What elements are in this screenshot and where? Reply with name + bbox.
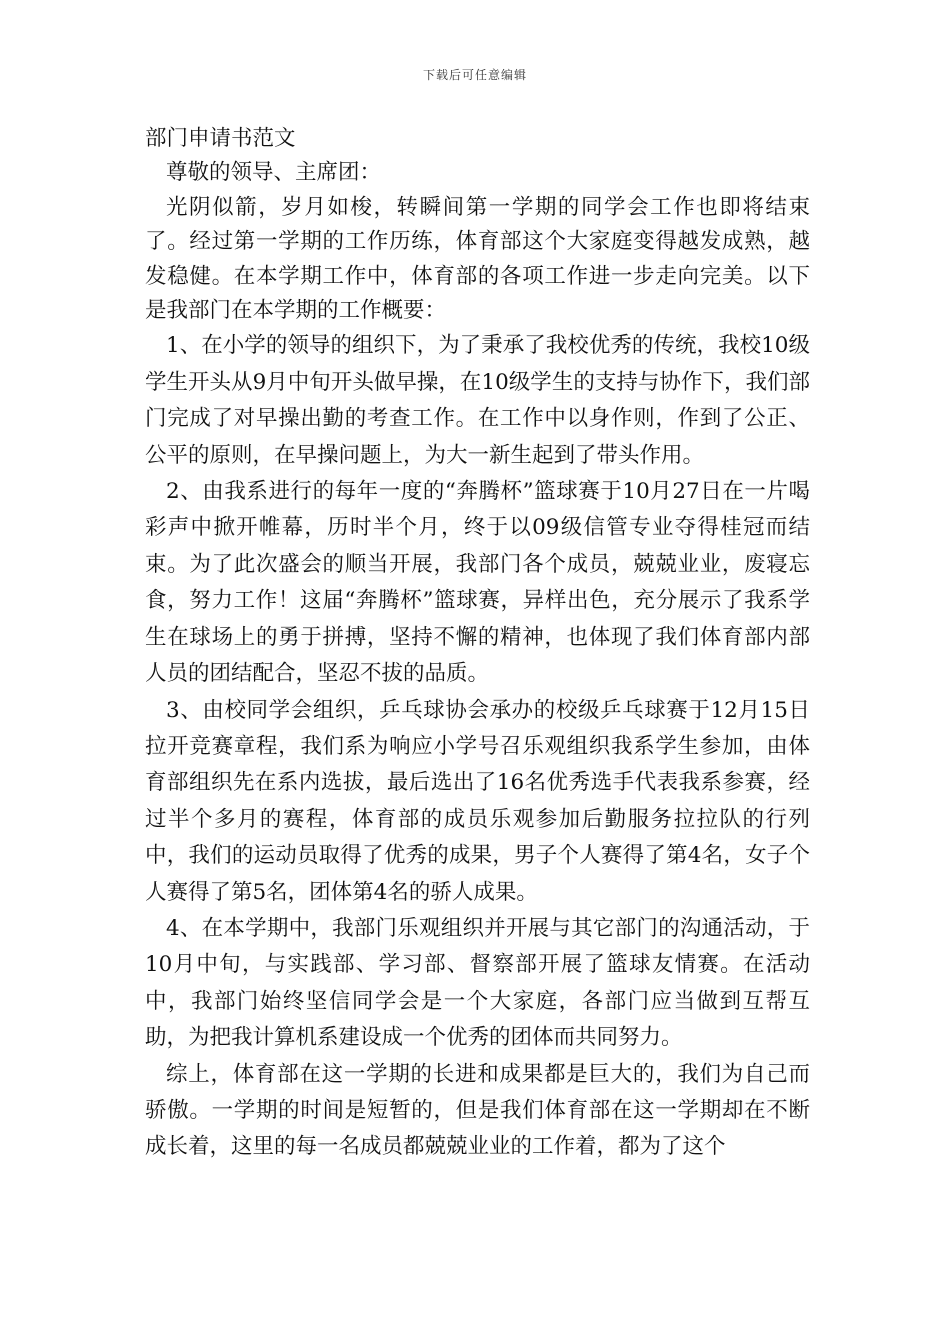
- paragraph-summary: 综上，体育部在这一学期的长进和成果都是巨大的，我们为自己而骄傲。一学期的时间是短暂的，但是我们体育部在这一学期却在不断成长着，这里的每一名成员都兢兢业业的工作着，都为了这个: [145, 1061, 810, 1160]
- page-header-note: 下载后可任意编辑: [422, 68, 527, 82]
- paragraph-item-2: 2、由我系进行的每年一度的“奔腾杯”篮球赛于10月27日在一片喝彩声中掀开帷幕，历时半个月，终于以09级信管专业夺得桂冠而结束。为了此次盛会的顺当开展，我部门各个成员，兢兢业业，废寝忘食，努力工作！这届“奔腾杯”篮球赛，异样出色，充分展示了我系学生在球场上的勇于拼搏，坚持不懈的精神，也体现了我们体育部内部人员的团结配合，坚忍不拔的品质。: [145, 479, 810, 687]
- document-body: [145, 122, 810, 1166]
- paragraph-item-4: 4、在本学期中，我部门乐观组织并开展与其它部门的沟通活动，于10月中旬，与实践部、学习部、督察部开展了篮球友情赛。在活动中，我部门始终坚信同学会是一个大家庭，各部门应当做到互帮互助，为把我计算机系建设成一个优秀的团体而共同努力。: [145, 915, 810, 1051]
- paragraph-item-3: 3、由校同学会组织，乒乓球协会承办的校级乒乓球赛于12月15日拉开竞赛章程，我们系为响应小学号召乐观组织我系学生参加，由体育部组织先在系内选拔，最后选出了16名优秀选手代表我系参赛，经过半个多月的赛程，体育部的成员乐观参加后勤服务拉拉队的行列中，我们的运动员取得了优秀的成果，男子个人赛得了第4名，女子个人赛得了第5名，团体第4名的骄人成果。: [145, 697, 810, 905]
- paragraph-intro: 光阴似箭，岁月如梭，转瞬间第一学期的同学会工作也即将结束了。经过第一学期的工作历练，体育部这个大家庭变得越发成熟，越发稳健。在本学期工作中，体育部的各项工作进一步走向完美。以下是我部门在本学期的工作概要：: [145, 194, 810, 324]
- document-title: 部门申请书范文: [145, 126, 296, 151]
- salutation: 尊敬的领导、主席团：: [166, 160, 382, 186]
- paragraph-item-1: 1、在小学的领导的组织下，为了秉承了我校优秀的传统，我校10级学生开头从9月中旬开头做早操，在10级学生的支持与协作下，我们部门完成了对早操出勤的考查工作。在工作中以身作则，作到了公正、公平的原则，在早操问题上，为大一新生起到了带头作用。: [145, 333, 810, 468]
